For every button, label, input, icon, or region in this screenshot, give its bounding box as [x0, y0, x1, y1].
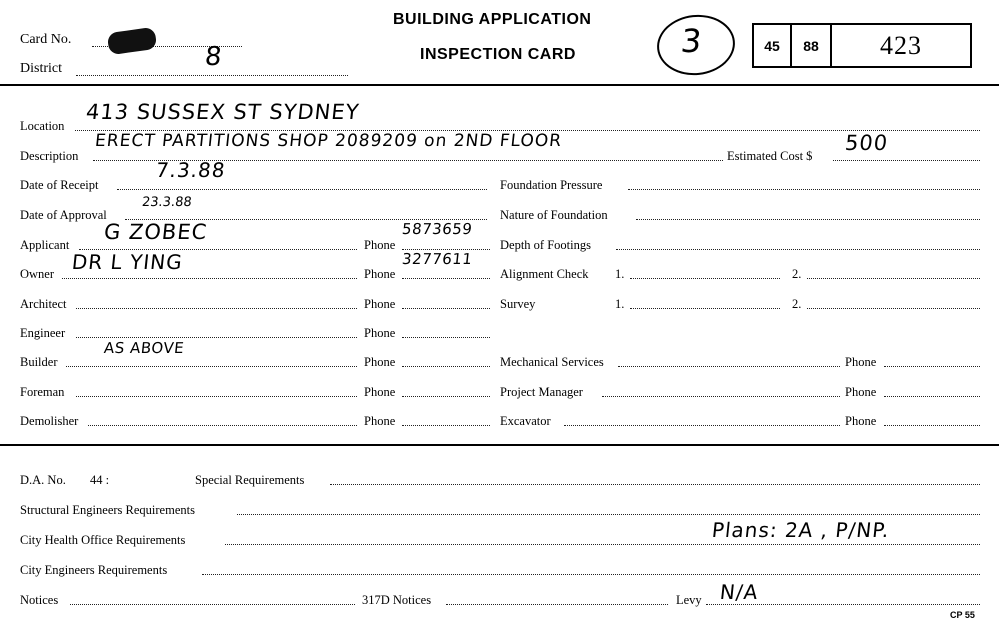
card-title-line1: BUILDING APPLICATION — [393, 11, 592, 28]
excavator-phone-label: Phone — [845, 414, 877, 428]
engineer-label: Engineer — [20, 326, 66, 340]
architect-label: Architect — [20, 297, 67, 311]
demolisher-label: Demolisher — [20, 414, 79, 428]
excavator-label: Excavator — [500, 414, 551, 428]
alignment-check-line-1 — [630, 278, 780, 279]
owner-line — [62, 278, 357, 279]
city-health-office-value: Plans: 2A , P/NP. — [710, 518, 891, 542]
header-rule — [0, 84, 999, 86]
survey-line-1 — [630, 308, 780, 309]
builder-phone-line — [402, 366, 490, 367]
builder-label: Builder — [20, 355, 58, 369]
applicant-label: Applicant — [20, 238, 70, 252]
date-of-approval-value: 23.3.88 — [141, 195, 193, 210]
mechanical-services-line — [618, 366, 840, 367]
nature-of-foundation-label: Nature of Foundation — [500, 208, 608, 222]
date-of-approval-label: Date of Approval — [20, 208, 107, 222]
mechanical-services-label: Mechanical Services — [500, 355, 604, 369]
architect-phone-line — [402, 308, 490, 309]
box-b-value: 88 — [803, 37, 819, 54]
demolisher-line — [88, 425, 357, 426]
depth-of-footings-line — [616, 249, 980, 250]
date-of-receipt-line — [117, 189, 487, 190]
section-rule — [0, 444, 999, 446]
box-number-value: 423 — [880, 30, 922, 60]
special-requirements-label: Special Requirements — [195, 473, 305, 487]
depth-of-footings-label: Depth of Footings — [500, 238, 591, 252]
project-manager-phone-label: Phone — [845, 385, 877, 399]
foreman-phone-line — [402, 396, 490, 397]
city-engineers-label: City Engineers Requirements — [20, 563, 168, 577]
scribble-mark — [107, 27, 158, 55]
notices-317d-label: 317D Notices — [362, 593, 432, 607]
foreman-phone-label: Phone — [364, 385, 396, 399]
applicant-phone-value: 5873659 — [401, 220, 474, 238]
levy-label: Levy — [676, 593, 702, 607]
mechanical-services-phone-label: Phone — [845, 355, 877, 369]
box-b — [790, 23, 832, 68]
description-value: ERECT PARTITIONS SHOP 2089209 on 2ND FLOOR — [94, 131, 564, 151]
alignment-check-line-2 — [807, 278, 980, 279]
excavator-line — [564, 425, 840, 426]
estimated-cost-value: 500 — [843, 131, 890, 155]
notices-317d-line — [446, 604, 668, 605]
estimated-cost-label: Estimated Cost $ — [727, 149, 813, 163]
box-a — [752, 23, 792, 68]
demolisher-phone-line — [402, 425, 490, 426]
levy-value: N/A — [718, 580, 760, 604]
applicant-phone-label: Phone — [364, 238, 396, 252]
location-value: 413 SUSSEX ST SYDNEY — [84, 100, 361, 124]
engineer-phone-label: Phone — [364, 326, 396, 340]
nature-of-foundation-line — [636, 219, 980, 220]
engineer-line — [76, 337, 357, 338]
district-label: District — [20, 61, 62, 76]
circled-number: 3 — [679, 22, 704, 60]
estimated-cost-line — [833, 160, 980, 161]
engineer-phone-line — [402, 337, 490, 338]
special-requirements-line — [330, 484, 980, 485]
levy-line — [706, 604, 980, 605]
survey-line-2 — [807, 308, 980, 309]
architect-phone-label: Phone — [364, 297, 396, 311]
foundation-pressure-label: Foundation Pressure — [500, 178, 603, 192]
card-no-label: Card No. — [20, 32, 72, 47]
date-of-receipt-label: Date of Receipt — [20, 178, 99, 192]
structural-engineers-line — [237, 514, 980, 515]
applicant-value: G ZOBEC — [102, 220, 209, 244]
architect-line — [76, 308, 357, 309]
project-manager-label: Project Manager — [500, 385, 583, 399]
card-title-line2: INSPECTION CARD — [420, 46, 576, 63]
foreman-line — [76, 396, 357, 397]
description-label: Description — [20, 149, 79, 163]
survey-item-2: 2. — [792, 297, 802, 311]
builder-line — [66, 366, 357, 367]
owner-phone-label: Phone — [364, 267, 396, 281]
date-of-receipt-value: 7.3.88 — [154, 158, 227, 182]
box-a-value: 45 — [764, 37, 780, 54]
foundation-pressure-line — [628, 189, 980, 190]
location-label: Location — [20, 119, 65, 133]
project-manager-line — [602, 396, 840, 397]
form-code: CP 55 — [950, 610, 975, 620]
city-health-office-line — [225, 544, 980, 545]
alignment-check-item-1: 1. — [615, 267, 625, 281]
notices-line — [70, 604, 355, 605]
survey-label: Survey — [500, 297, 536, 311]
builder-phone-label: Phone — [364, 355, 396, 369]
notices-label: Notices — [20, 593, 59, 607]
excavator-phone-line — [884, 425, 980, 426]
demolisher-phone-label: Phone — [364, 414, 396, 428]
district-line — [76, 75, 348, 76]
city-health-office-label: City Health Office Requirements — [20, 533, 186, 547]
da-no-label: D.A. No. — [20, 473, 66, 487]
survey-item-1: 1. — [615, 297, 625, 311]
structural-engineers-label: Structural Engineers Requirements — [20, 503, 195, 517]
city-engineers-line — [202, 574, 980, 575]
owner-label: Owner — [20, 267, 55, 281]
builder-value: AS ABOVE — [103, 339, 186, 357]
owner-phone-value: 3277611 — [401, 250, 474, 268]
box-number — [830, 23, 972, 68]
da-no-value: 44 : — [90, 473, 110, 487]
owner-value: DR L YING — [70, 250, 184, 274]
foreman-label: Foreman — [20, 385, 65, 399]
card-no-value: 8 — [203, 42, 225, 72]
owner-phone-line — [402, 278, 490, 279]
project-manager-phone-line — [884, 396, 980, 397]
alignment-check-item-2: 2. — [792, 267, 802, 281]
mechanical-services-phone-line — [884, 366, 980, 367]
alignment-check-label: Alignment Check — [500, 267, 589, 281]
